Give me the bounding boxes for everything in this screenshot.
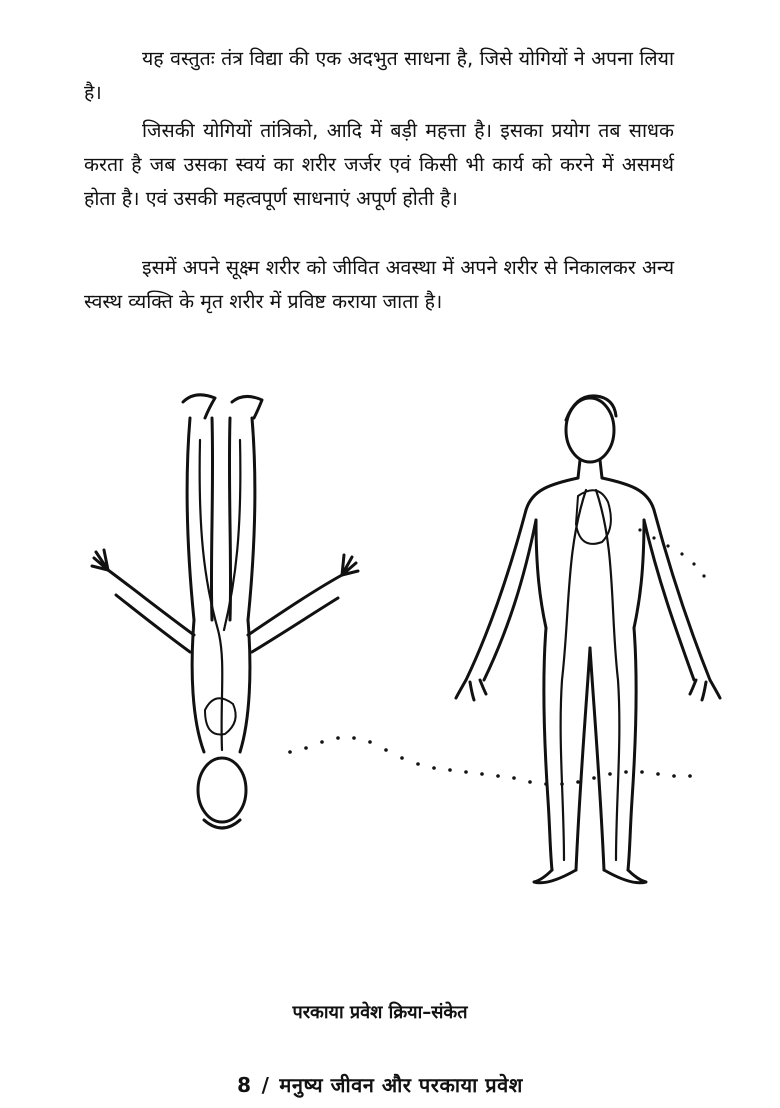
paragraph-1: यह वस्तुतः तंत्र विद्या की एक अदभुत साधना है, जिसे योगियों ने अपना लिया है। — [84, 46, 674, 104]
footer-separator: / — [261, 1073, 270, 1097]
parakaya-illustration — [80, 380, 730, 900]
figure-caption: परकाया प्रवेश क्रिया–संकेत — [292, 1002, 468, 1023]
page-number: 8 — [237, 1073, 252, 1097]
standing-body-figure — [456, 396, 720, 883]
paragraph-2: जिसकी योगियों तांत्रिको, आदि में बड़ी महत्ता है। इसका प्रयोग तब साधक करता है जब उसका स्वयं का शरीर जर्जर एवं किसी भी कार्य को करने में असमर्थ होता है। एवं उसकी महत्वपूर्ण साधनाएं अपूर्ण होती है। — [84, 118, 674, 210]
page-footer — [0, 1071, 760, 1098]
book-title: मनुष्य जीवन और परकाया प्रवेश — [279, 1073, 523, 1097]
paragraph-3: इसमें अपने सूक्ष्म शरीर को जीवित अवस्था में अपने शरीर से निकालकर अन्य स्वस्थ व्यक्ति के मृत शरीर में प्रविष्ट कराया जाता है। — [84, 255, 674, 313]
inverted-body-figure — [92, 395, 358, 828]
